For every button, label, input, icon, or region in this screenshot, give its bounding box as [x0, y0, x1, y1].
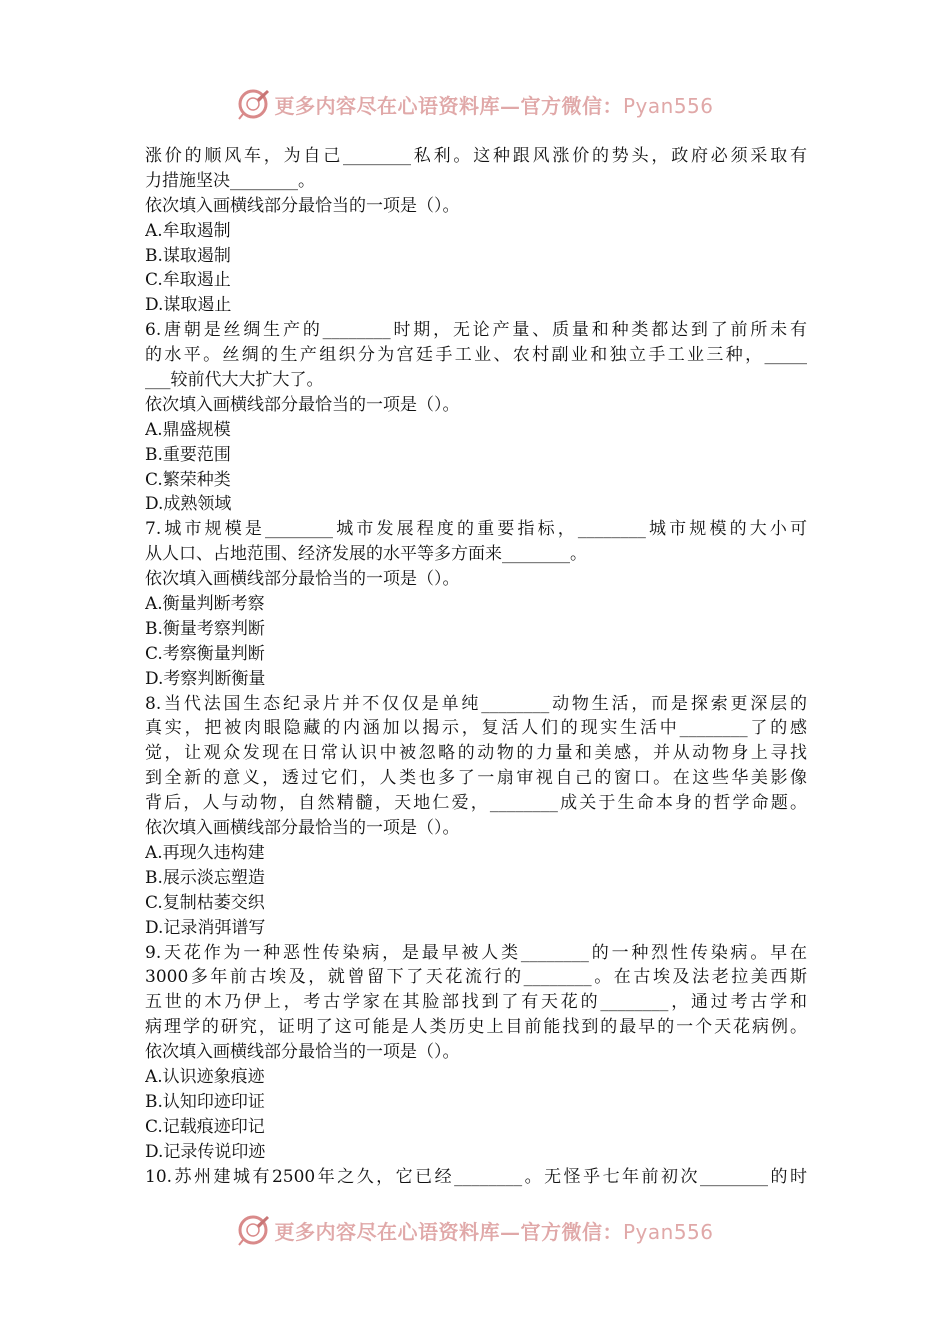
question-6-text: ___较前代大大扩大了。	[145, 370, 324, 391]
option-b: B.谋取遏制	[145, 245, 231, 266]
question-8-text: 背后，人与动物，自然精髓，天地仁爱，________成关于生命本身的哲学命题。	[145, 793, 807, 814]
pen-circle-logo-icon	[236, 87, 270, 121]
question-10-text: 10.苏州建城有2500年之久，它已经________。无怪乎七年前初次________的时	[145, 1166, 807, 1187]
footer-watermark-text: 更多内容尽在心语资料库—官方微信：Pyan556	[274, 1219, 714, 1244]
option-c: C.繁荣种类	[145, 469, 231, 490]
question-prompt: 依次填入画横线部分最恰当的一项是（）。	[145, 394, 460, 415]
question-6-text: 的水平。丝绸的生产组织分为宫廷手工业、农村副业和独立手工业三种，_____	[145, 345, 807, 366]
question-prompt: 依次填入画横线部分最恰当的一项是（）。	[145, 1042, 460, 1063]
document-body	[145, 144, 807, 1189]
option-d: D.记录消弭谱写	[145, 917, 266, 938]
option-c: C.复制枯萎交织	[145, 892, 265, 913]
question-prompt: 依次填入画横线部分最恰当的一项是（）。	[145, 818, 460, 839]
option-a: A.牟取遏制	[145, 220, 231, 241]
option-a: A.认识迹象痕迹	[145, 1066, 265, 1087]
option-c: C.记载痕迹印记	[145, 1116, 265, 1137]
question-9-text: 五世的木乃伊上，考古学家在其脸部找到了有天花的________，通过考古学和	[145, 992, 807, 1013]
header-watermark	[0, 84, 950, 124]
question-9-text: 3000多年前古埃及，就曾留下了天花流行的________。在古埃及法老拉美西斯	[145, 967, 807, 988]
question-prompt: 依次填入画横线部分最恰当的一项是（）。	[145, 195, 460, 216]
option-b: B.展示淡忘塑造	[145, 867, 265, 888]
option-a: A.鼎盛规模	[145, 419, 231, 440]
question-8-text: 觉，让观众发现在日常认识中被忽略的动物的力量和美感，并从动物身上寻找	[145, 743, 807, 764]
option-a: A.再现久违构建	[145, 842, 265, 863]
option-d: D.记录传说印迹	[145, 1141, 266, 1162]
question-9-text: 9.天花作为一种恶性传染病，是最早被人类________的一种烈性传染病。早在	[145, 942, 807, 963]
pen-circle-logo-icon	[236, 1213, 270, 1247]
option-c: C.牟取遏止	[145, 270, 231, 291]
footer-watermark	[0, 1210, 950, 1250]
question-8-text: 真实，把被肉眼隐藏的内涵加以揭示，复活人们的现实生活中________了的感	[145, 718, 807, 739]
option-d: D.考察判断衡量	[145, 668, 266, 689]
question-6-text: 6.唐朝是丝绸生产的________时期，无论产量、质量和种类都达到了前所未有	[145, 320, 807, 341]
question-8-text: 到全新的意义，透过它们，人类也多了一扇审视自己的窗口。在这些华美影像	[145, 768, 807, 789]
option-b: B.重要范围	[145, 444, 231, 465]
option-c: C.考察衡量判断	[145, 643, 265, 664]
header-watermark-text: 更多内容尽在心语资料库—官方微信：Pyan556	[274, 93, 714, 118]
option-b: B.认知印迹印证	[145, 1091, 265, 1112]
question-8-text: 8.当代法国生态纪录片并不仅仅是单纯________动物生活，而是探索更深层的	[145, 693, 807, 714]
question-prompt: 依次填入画横线部分最恰当的一项是（）。	[145, 569, 460, 590]
text-line: 涨价的顺风车，为自己________私利。这种跟风涨价的势头，政府必须采取有	[145, 146, 807, 166]
question-7-text: 7.城市规模是________城市发展程度的重要指标，________城市规模的大小可	[145, 519, 807, 540]
option-a: A.衡量判断考察	[145, 594, 265, 615]
option-d: D.谋取遏止	[145, 295, 232, 316]
option-d: D.成熟领域	[145, 494, 232, 515]
question-7-text: 从人口、占地范围、经济发展的水平等多方面来________。	[145, 544, 587, 565]
text-line: 力措施坚决________。	[145, 170, 315, 191]
option-b: B.衡量考察判断	[145, 618, 265, 639]
question-9-text: 病理学的研究，证明了这可能是人类历史上目前能找到的最早的一个天花病例。	[145, 1017, 807, 1038]
